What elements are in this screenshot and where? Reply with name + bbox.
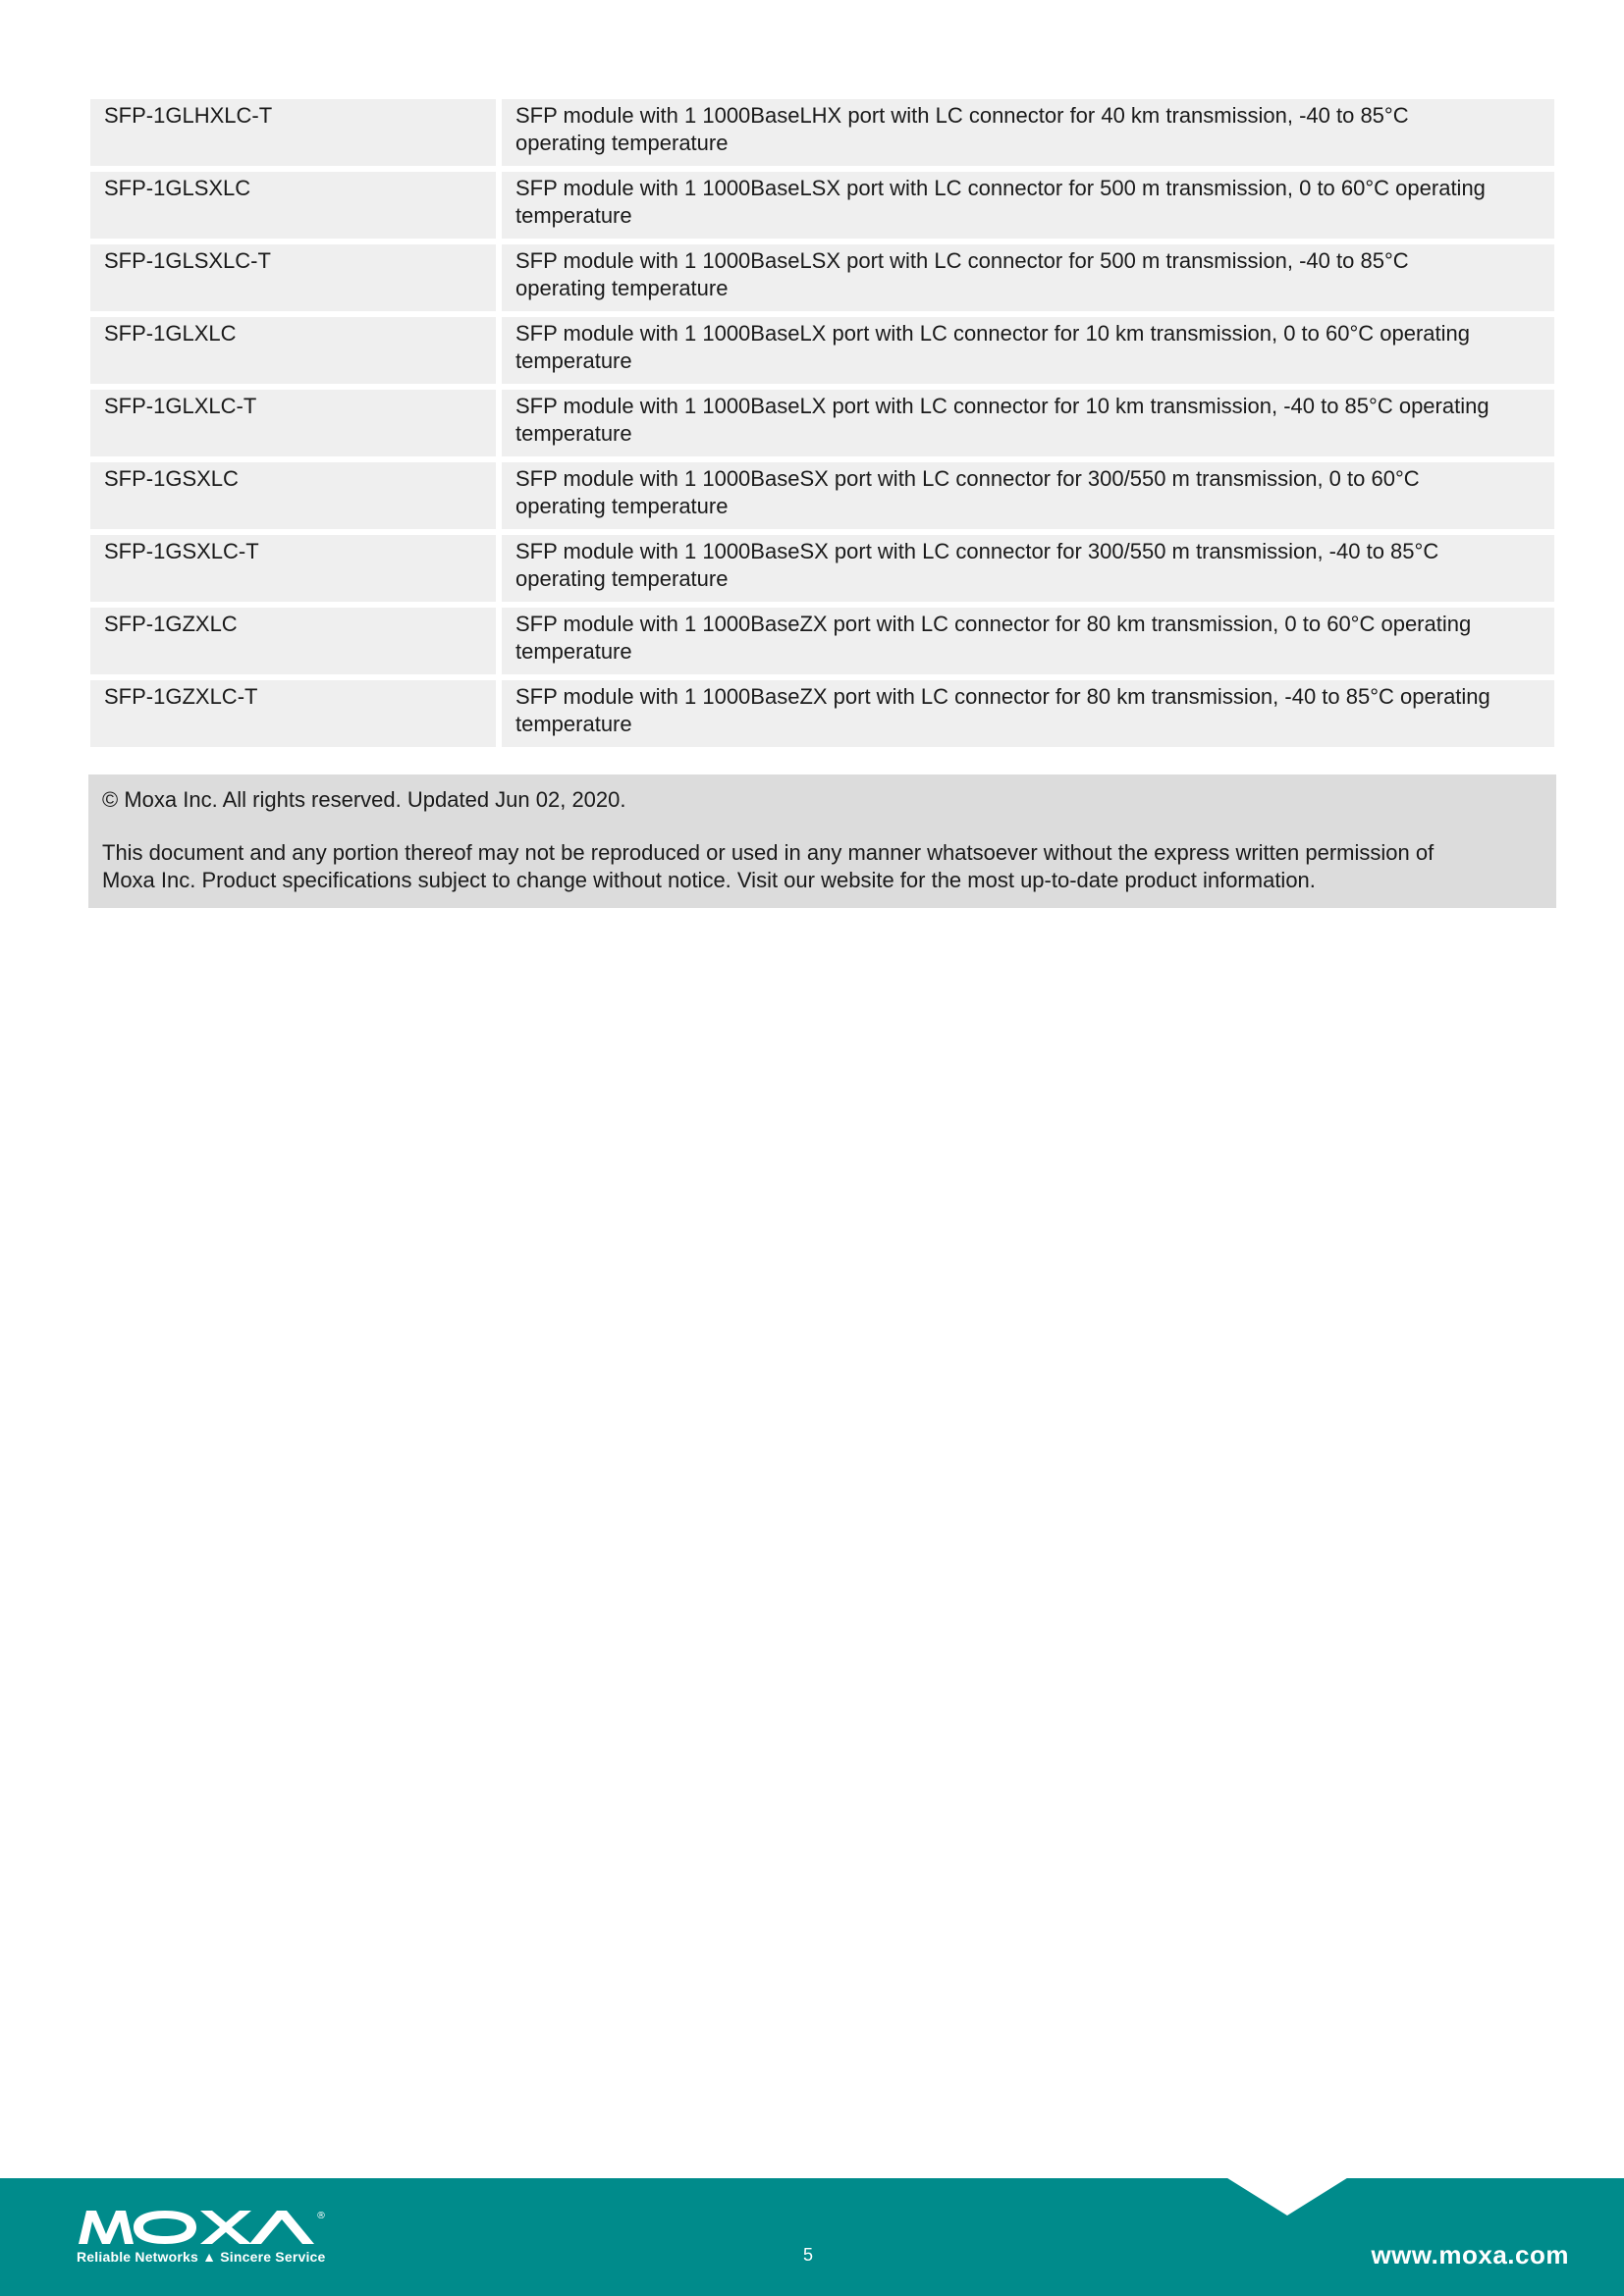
model-description: SFP module with 1 1000BaseZX port with LC connector for 80 km transmission, -40 to 85°C operating temperature — [502, 680, 1554, 747]
model-name: SFP-1GLSXLC-T — [90, 244, 496, 311]
table-row — [90, 390, 1554, 456]
disclaimer-text: This document and any portion thereof may not be reproduced or used in any manner whatsoever without the express written permission of Moxa Inc. Product specifications subject to change without notice. Visit our website for the most up-to-date product information. — [102, 840, 1435, 892]
copyright-notice — [88, 774, 1556, 908]
model-description: SFP module with 1 1000BaseLSX port with LC connector for 500 m transmission, -40 to 85°C operating temperature — [502, 244, 1554, 311]
table-row — [90, 608, 1554, 674]
model-description: SFP module with 1 1000BaseLX port with LC connector for 10 km transmission, -40 to 85°C operating temperature — [502, 390, 1554, 456]
model-name: SFP-1GLSXLC — [90, 172, 496, 239]
model-description: SFP module with 1 1000BaseSX port with LC connector for 300/550 m transmission, 0 to 60°C operating temperature — [502, 462, 1554, 529]
moxa-logo — [77, 2207, 352, 2253]
table-row — [90, 535, 1554, 602]
tagline: Reliable Networks ▲ Sincere Service — [77, 2249, 326, 2265]
model-description: SFP module with 1 1000BaseSX port with LC connector for 300/550 m transmission, -40 to 85°C operating temperature — [502, 535, 1554, 602]
copyright-line: © Moxa Inc. All rights reserved. Updated Jun 02, 2020. — [102, 787, 626, 812]
table-row — [90, 317, 1554, 384]
model-name: SFP-1GZXLC — [90, 608, 496, 674]
model-name: SFP-1GSXLC-T — [90, 535, 496, 602]
table-row — [90, 172, 1554, 239]
ordering-table — [90, 99, 1554, 753]
model-name: SFP-1GSXLC — [90, 462, 496, 529]
footer-notch — [1224, 2176, 1350, 2216]
model-name: SFP-1GLXLC — [90, 317, 496, 384]
model-name: SFP-1GZXLC-T — [90, 680, 496, 747]
model-name: SFP-1GLHXLC-T — [90, 99, 496, 166]
page-number: 5 — [803, 2245, 814, 2265]
table-row — [90, 462, 1554, 529]
model-description: SFP module with 1 1000BaseLSX port with LC connector for 500 m transmission, 0 to 60°C operating temperature — [502, 172, 1554, 239]
model-name: SFP-1GLXLC-T — [90, 390, 496, 456]
table-row — [90, 99, 1554, 166]
svg-text:®: ® — [316, 2211, 326, 2221]
website-link[interactable]: www.moxa.com — [1371, 2240, 1569, 2269]
table-row — [90, 244, 1554, 311]
model-description: SFP module with 1 1000BaseLX port with LC connector for 10 km transmission, 0 to 60°C operating temperature — [502, 317, 1554, 384]
model-description: SFP module with 1 1000BaseZX port with LC connector for 80 km transmission, 0 to 60°C operating temperature — [502, 608, 1554, 674]
model-description: SFP module with 1 1000BaseLHX port with LC connector for 40 km transmission, -40 to 85°C operating temperature — [502, 99, 1554, 166]
table-row — [90, 680, 1554, 747]
